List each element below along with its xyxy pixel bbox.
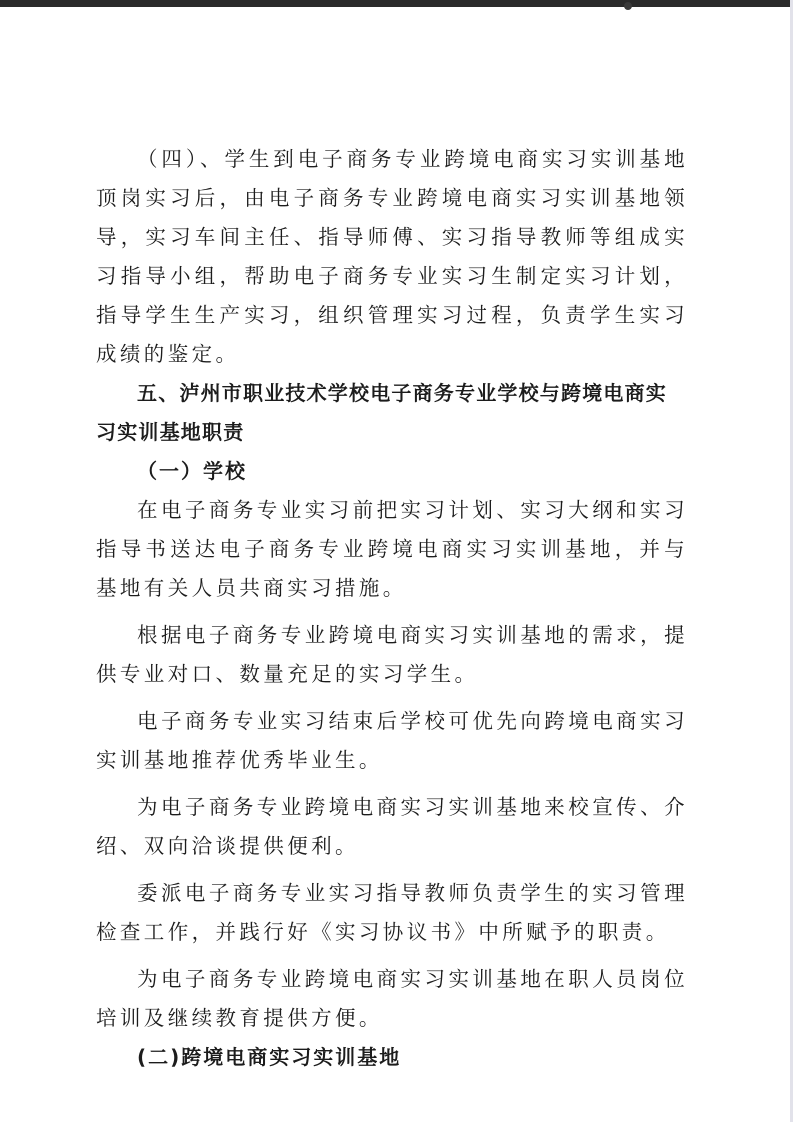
school-duty-2: 根据电子商务专业跨境电商实习实训基地的需求，提供专业对口、数量充足的实习学生。 xyxy=(96,623,688,686)
scan-top-border xyxy=(0,0,793,7)
school-duty-6: 为电子商务专业跨境电商实习实训基地在职人员岗位培训及继续教育提供方便。 xyxy=(96,967,688,1030)
base-subheading: (二)跨境电商实习实训基地 xyxy=(137,1045,402,1069)
school-duty-3: 电子商务专业实习结束后学校可优先向跨境电商实习实训基地推荐优秀毕业生。 xyxy=(96,709,688,772)
school-duty-1: 在电子商务专业实习前把实习计划、实习大纲和实习指导书送达电子商务专业跨境电商实习实训基地，并与基地有关人员共商实习措施。 xyxy=(96,498,688,600)
paragraph-section-4: （四）、学生到电子商务专业跨境电商实习实训基地顶岗实习后，由电子商务专业跨境电商实习实训基地领导，实习车间主任、指导师傅、实习指导教师等组成实习指导小组，帮助电子商务专业实习生制定实习计划，指导学生生产实习，组织管理实习过程，负责学生实习成绩的鉴定。 xyxy=(96,147,688,366)
school-duty-4: 为电子商务专业跨境电商实习实训基地来校宣传、介绍、双向洽谈提供便利。 xyxy=(96,795,688,858)
school-subheading: （一）学校 xyxy=(137,459,247,483)
school-duty-5: 委派电子商务专业实习指导教师负责学生的实习管理检查工作，并践行好《实习协议书》中所赋予的职责。 xyxy=(96,881,688,944)
document-page xyxy=(96,140,688,1077)
section-five-heading: 五、泸州市职业技术学校电子商务专业学校与跨境电商实习实训基地职责 xyxy=(96,381,667,444)
scan-artifact-dot xyxy=(624,2,632,10)
